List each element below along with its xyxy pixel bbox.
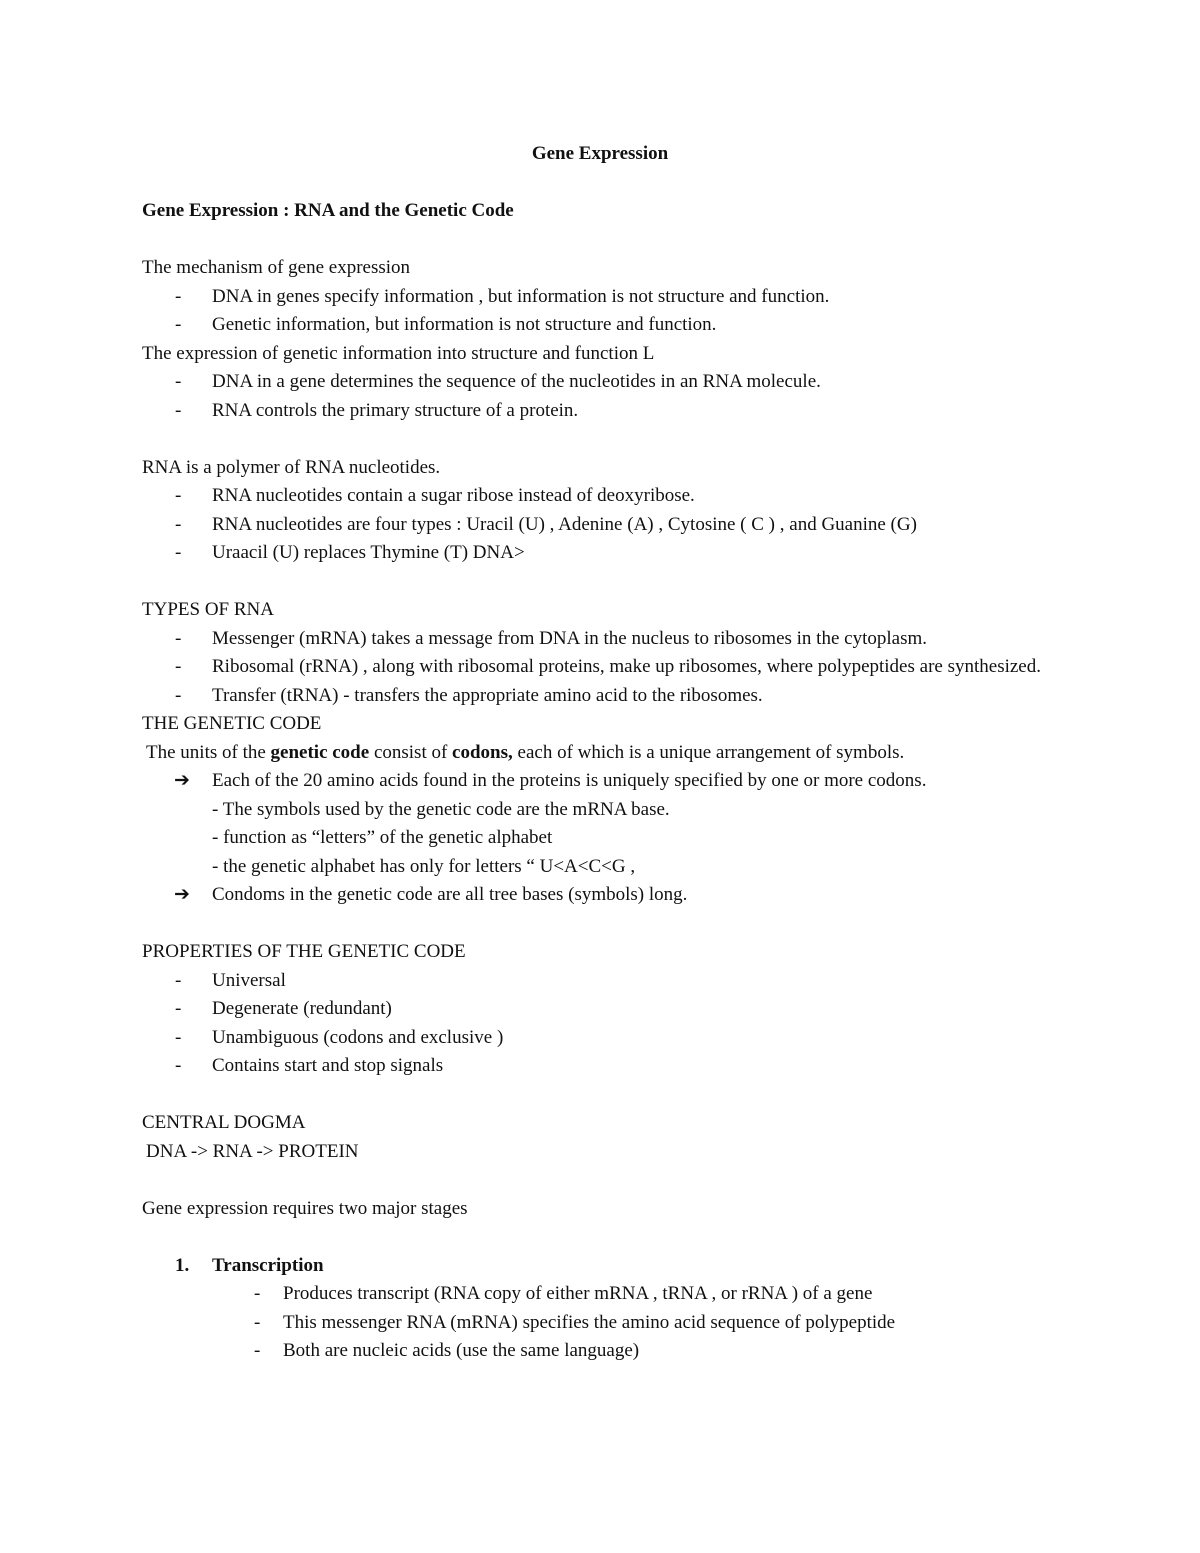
dash-marker: -: [175, 656, 182, 677]
list-item: - Degenerate (redundant): [142, 995, 1062, 1024]
list-item: - RNA controls the primary structure of a protein.: [142, 397, 1062, 426]
dash-marker: -: [175, 314, 182, 335]
document-body: [142, 197, 1062, 1366]
genetic-code-intro: The units of the genetic code consist of codons, each of which is a unique arrangement of symbols.: [146, 741, 905, 763]
dash-marker: -: [175, 399, 182, 421]
dash-marker: -: [175, 1026, 182, 1048]
dash-marker: -: [175, 1055, 182, 1076]
sub-item: - the genetic alphabet has only for letters “ U<A<C<G ,: [212, 855, 636, 877]
stage-label: Transcription: [212, 1254, 324, 1276]
list-item: - RNA nucleotides contain a sugar ribose instead of deoxyribose.: [142, 482, 1062, 511]
dash-marker: -: [175, 998, 182, 1019]
dash-marker: -: [175, 371, 182, 392]
dash-marker: -: [175, 542, 182, 563]
list-item: - Transfer (tRNA) - transfers the appropriate amino acid to the ribosomes.: [142, 682, 1062, 711]
dash-marker: -: [254, 1283, 261, 1304]
arrow-item: ➔ Condoms in the genetic code are all tree bases (symbols) long.: [142, 881, 1062, 910]
stages-intro: Gene expression requires two major stages: [142, 1197, 468, 1219]
dogma-flow: DNA -> RNA -> PROTEIN: [146, 1140, 359, 1162]
dash-marker: -: [175, 684, 182, 706]
numbered-item: [142, 1252, 1062, 1281]
expression-intro: The expression of genetic information into structure and function L: [142, 342, 655, 364]
mechanism-intro: The mechanism of gene expression: [142, 257, 411, 278]
genetic-code-heading: THE GENETIC CODE: [142, 713, 322, 734]
list-item: - Contains start and stop signals: [142, 1052, 1062, 1081]
dash-marker: -: [175, 285, 182, 307]
dash-marker: -: [175, 969, 182, 991]
list-item: - This messenger RNA (mRNA) specifies the amino acid sequence of polypeptide: [142, 1309, 1062, 1338]
dash-marker: -: [175, 485, 182, 506]
section-heading: Gene Expression : RNA and the Genetic Code: [142, 200, 514, 221]
item-number: 1.: [175, 1254, 190, 1276]
dogma-heading: CENTRAL DOGMA: [142, 1112, 306, 1133]
list-item: - Both are nucleic acids (use the same language): [142, 1337, 1062, 1366]
list-item: - DNA in a gene determines the sequence of the nucleotides in an RNA molecule.: [142, 368, 1062, 397]
rna-polymer-intro: RNA is a polymer of RNA nucleotides.: [142, 456, 441, 478]
arrow-item: ➔ Each of the 20 amino acids found in the proteins is uniquely specified by one or more codons.: [142, 767, 1062, 796]
list-item: - Uraacil (U) replaces Thymine (T) DNA>: [142, 539, 1062, 568]
list-item: - Messenger (mRNA) takes a message from DNA in the nucleus to ribosomes in the cytoplasm.: [142, 625, 1062, 654]
list-item: - RNA nucleotides are four types : Uracil (U) , Adenine (A) , Cytosine ( C ) , and Guanine (G): [142, 511, 1062, 540]
list-item: - Unambiguous (codons and exclusive ): [142, 1024, 1062, 1053]
list-item: - Ribosomal (rRNA) , along with ribosomal proteins, make up ribosomes, where polypeptides are synthesized.: [142, 653, 1062, 682]
sub-item: - function as “letters” of the genetic alphabet: [212, 827, 553, 848]
page-title: Gene Expression: [531, 143, 669, 164]
arrow-icon: ➔: [174, 770, 190, 791]
sub-item: - The symbols used by the genetic code are the mRNA base.: [212, 798, 670, 820]
properties-heading: PROPERTIES OF THE GENETIC CODE: [142, 941, 466, 962]
types-heading: TYPES OF RNA: [142, 599, 274, 620]
list-item: - Genetic information, but information is not structure and function.: [142, 311, 1062, 340]
dash-marker: -: [254, 1340, 261, 1361]
dash-marker: -: [254, 1311, 261, 1333]
arrow-icon: ➔: [174, 884, 190, 905]
dash-marker: -: [175, 627, 182, 649]
list-item: - Universal: [142, 967, 1062, 996]
list-item: - Produces transcript (RNA copy of either mRNA , tRNA , or rRNA ) of a gene: [142, 1280, 1062, 1309]
list-item: - DNA in genes specify information , but information is not structure and function.: [142, 283, 1062, 312]
dash-marker: -: [175, 513, 182, 535]
